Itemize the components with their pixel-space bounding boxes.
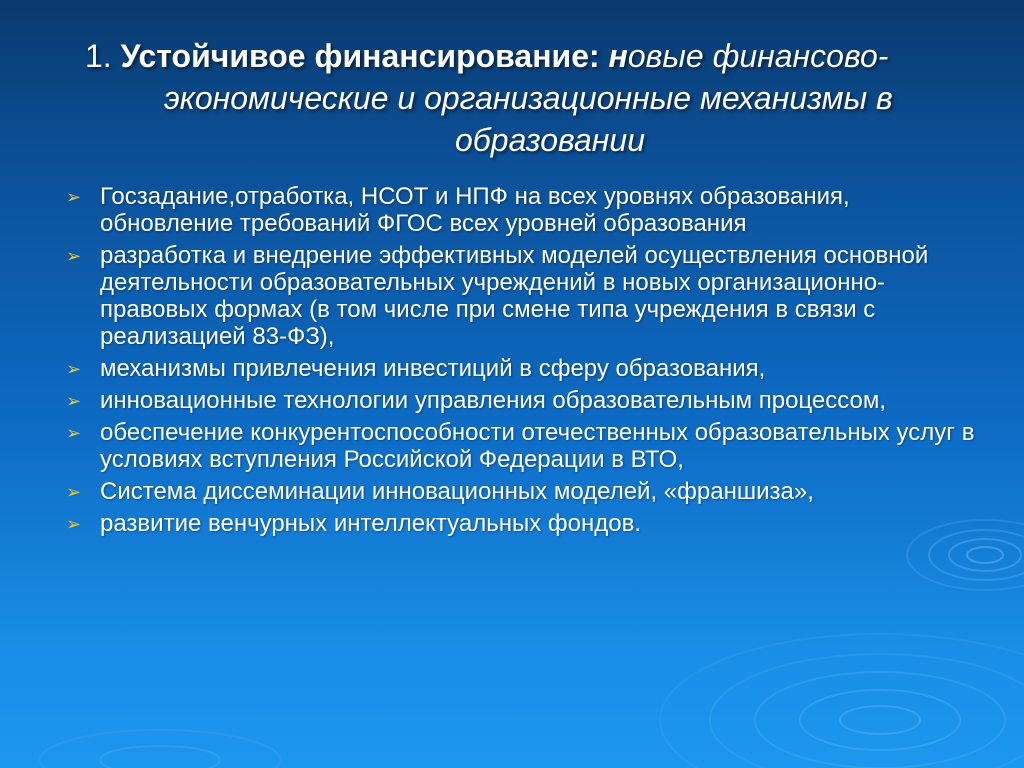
list-item: [66, 242, 976, 350]
list-item: [66, 419, 976, 473]
list-item: [66, 510, 976, 537]
list-item: [66, 387, 976, 414]
title-number: 1.: [85, 38, 121, 74]
list-item-text: развитие венчурных интеллектуальных фондов.: [100, 510, 642, 537]
list-item-text: обеспечение конкурентоспособности отечественных образовательных услуг в условиях вступления Российской Федерации в ВТО,: [100, 419, 975, 473]
bullet-list: [66, 183, 976, 542]
list-item: [66, 478, 976, 505]
bullet-arrow-icon: ➢: [66, 359, 82, 379]
title-line-1: [85, 36, 888, 76]
bullet-arrow-icon: ➢: [66, 514, 82, 534]
title-bold-part: Устойчивое финансирование:: [120, 38, 609, 74]
list-item: [66, 355, 976, 382]
title-bold-initial: н: [608, 38, 628, 74]
title-line-3: образовании: [455, 122, 645, 158]
list-item-text: Госзадание,отработка, НСОТ и НПФ на всех уровнях образования, обновление требований ФГОС всех уровней образования: [100, 183, 850, 237]
list-item-text: механизмы привлечения инвестиций в сферу образования,: [100, 355, 766, 382]
bullet-arrow-icon: ➢: [66, 246, 82, 266]
bullet-arrow-icon: ➢: [66, 187, 82, 207]
list-item: [66, 183, 976, 237]
list-item-text: Система диссеминации инновационных моделей, «франшиза»,: [100, 478, 814, 505]
title-line-2: экономические и организационные механизмы в: [164, 80, 893, 116]
bullet-arrow-icon: ➢: [66, 482, 82, 502]
list-item-text: инновационные технологии управления образовательным процессом,: [100, 387, 887, 414]
bullet-arrow-icon: ➢: [66, 391, 82, 411]
bullet-arrow-icon: ➢: [66, 423, 82, 443]
list-item-text: разработка и внедрение эффективных моделей осуществления основной деятельности образовательных учреждений в новых организационно-правовых формах (в том числе при смене типа учреждения в связи с реализацией 83-ФЗ),: [100, 242, 929, 350]
title-line1-rest: овые финансово-: [627, 38, 889, 74]
